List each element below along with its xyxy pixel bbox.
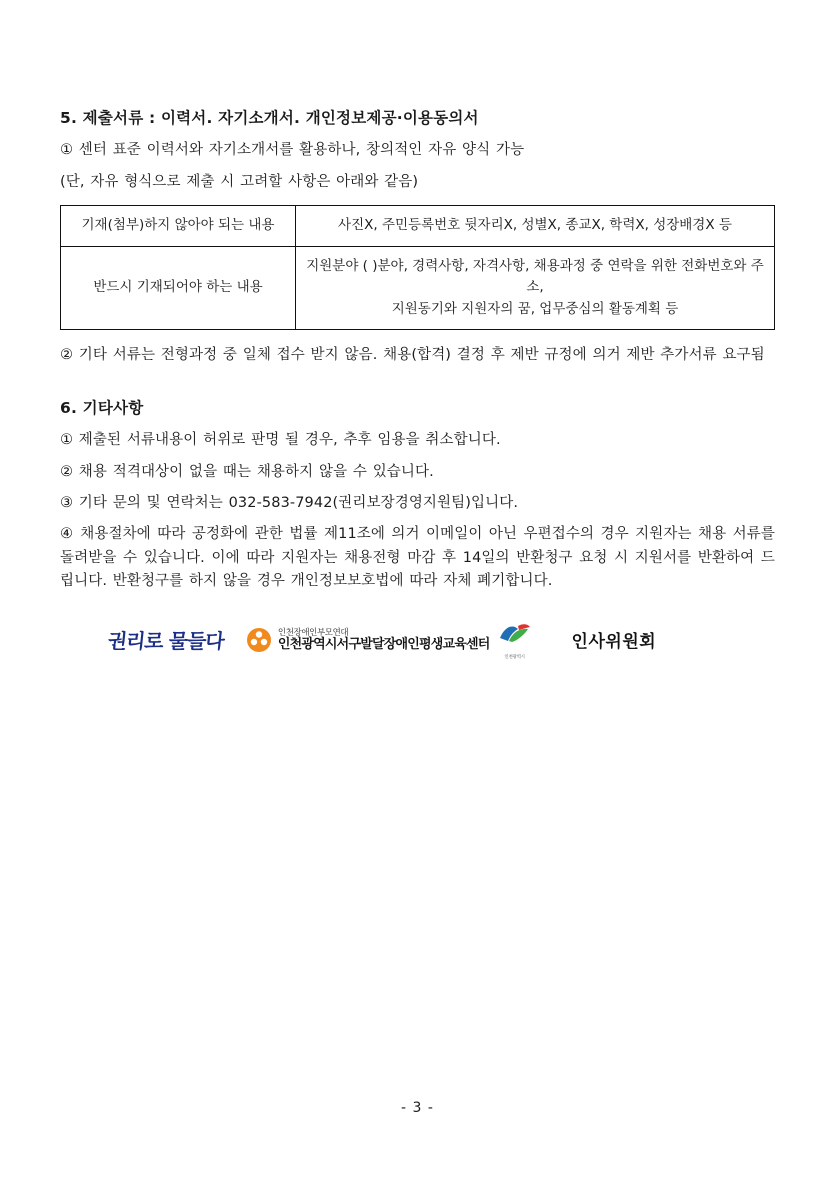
city-badge bbox=[498, 620, 532, 660]
table-cell-value-2 bbox=[296, 246, 775, 330]
table-cell-value-2-line-1: 지원분야 ( )분야, 경력사항, 자격사항, 채용과정 중 연락을 위한 전화번호와 주소, bbox=[306, 257, 764, 296]
table-cell-value-1-line-1: 사진X, 주민등록번호 뒷자리X, 성별X, 종교X, 학력X, 성장배경X 등 bbox=[338, 217, 732, 234]
section-6-line-3: ③ 기타 문의 및 연락처는 032-583-7942(권리보장경영지원팀)입니다. bbox=[60, 495, 519, 512]
section-5-heading: 5. 제출서류 : 이력서. 자기소개서. 개인정보제공·이용동의서 bbox=[60, 109, 479, 127]
section-6-heading: 6. 기타사항 bbox=[60, 398, 144, 417]
section-6-paragraph-4: ④ 채용절차에 따라 공정화에 관한 법률 제11조에 의거 이메일이 아닌 우편접수의 경우 지원자는 채용 서류를 돌려받을 수 있습니다. 이에 따라 지원자는 채용전형 마감 후 14일의 반환청구 요청 시 지원서를 반환하여 드립니다. 반환청구를 하지 않을 경우 개인정보보호법에 따라 자체 폐기합니다. bbox=[60, 526, 775, 590]
table-cell-value-1 bbox=[296, 206, 775, 247]
city-badge-caption: 인천광역시 bbox=[504, 654, 525, 660]
section-5-line-2: (단, 자유 형식으로 제출 시 고려할 사항은 아래와 같음) bbox=[60, 173, 419, 190]
section-5-line-1: ① 센터 표준 이력서와 자기소개서를 활용하나, 창의적인 자유 양식 가능 bbox=[60, 142, 525, 159]
orange-flower-icon bbox=[246, 627, 272, 653]
center-logo-text bbox=[278, 629, 490, 652]
table-row bbox=[61, 206, 775, 247]
section-5-after-table-note: ② 기타 서류는 전형과정 중 일체 접수 받지 않음. 채용(합격) 결정 후 제반 규정에 의거 제반 추가서류 요구됨 bbox=[60, 347, 765, 364]
table-cell-value-2-line-2: 지원동기와 지원자의 꿈, 업무중심의 활동계획 등 bbox=[391, 300, 679, 317]
center-logo bbox=[246, 620, 532, 660]
submission-documents-table bbox=[60, 205, 775, 330]
section-6-line-2: ② 채용 적격대상이 없을 때는 채용하지 않을 수 있습니다. bbox=[60, 463, 434, 480]
table-cell-label-2: 반드시 기재되어야 하는 내용 bbox=[61, 246, 296, 330]
committee-label: 인사위원회 bbox=[571, 632, 657, 653]
document-content bbox=[60, 108, 775, 660]
section-6-line-1: ① 제출된 서류내용이 허위로 판명 될 경우, 추후 임용을 취소합니다. bbox=[60, 432, 501, 449]
page-number: - 3 - bbox=[401, 1100, 434, 1116]
table-cell-label-1: 기재(첨부)하지 않아야 되는 내용 bbox=[61, 206, 296, 247]
center-logo-subtitle: 인천장애인부모연대 bbox=[277, 627, 349, 638]
center-logo-title: 인천광역시서구발달장애인평생교육센터 bbox=[277, 636, 490, 652]
incheon-city-icon bbox=[498, 620, 532, 654]
footer-logo-row bbox=[60, 620, 775, 660]
hand-written-logo: 권리로 물들다 bbox=[106, 629, 225, 654]
table-row bbox=[61, 246, 775, 330]
